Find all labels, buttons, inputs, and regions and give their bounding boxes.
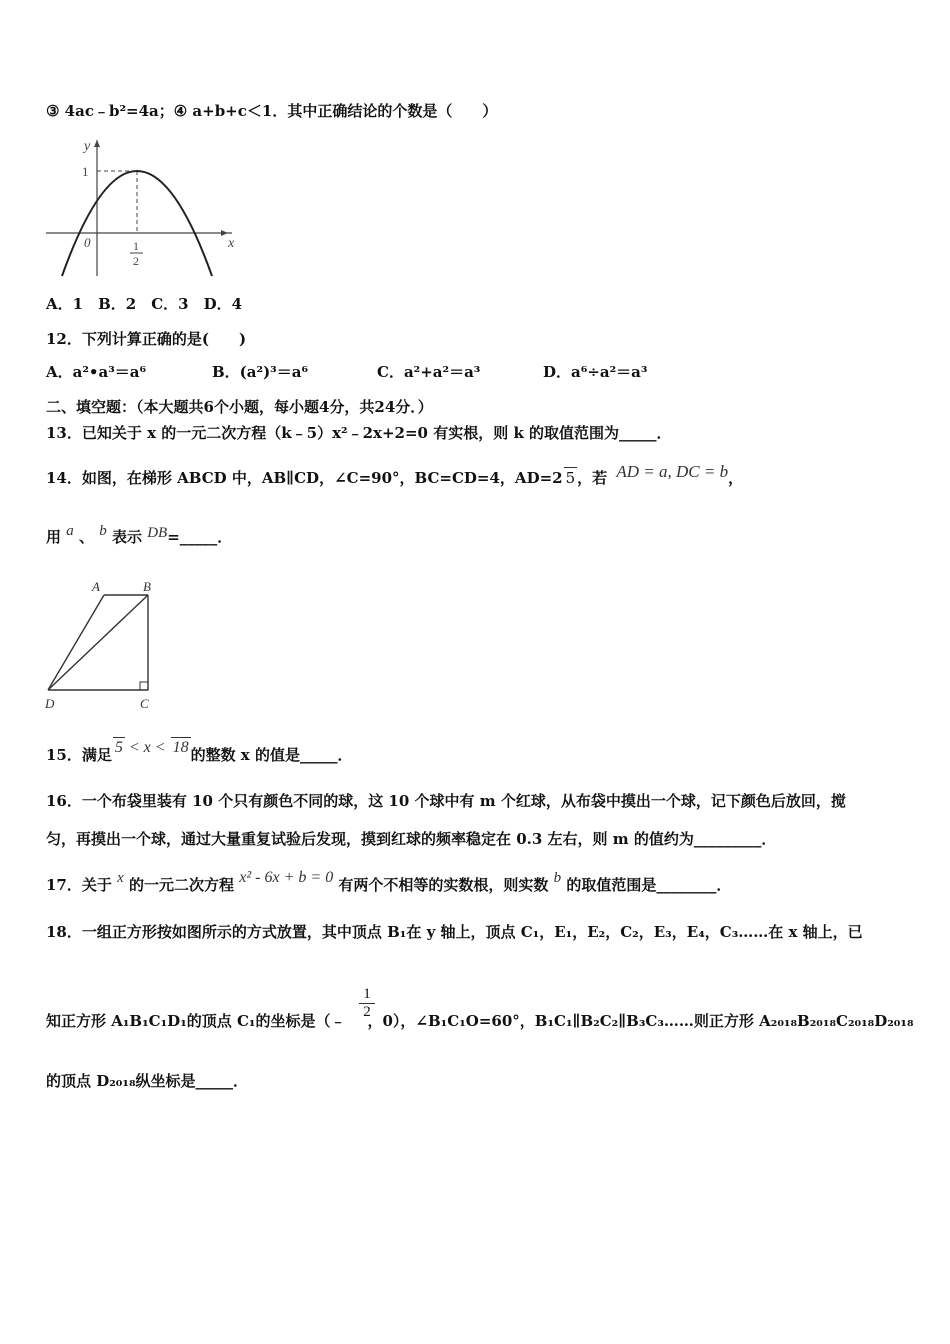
q14-vector-db: DB	[147, 525, 168, 541]
x-label: x	[228, 236, 235, 251]
q12-option-b: B．(a²)³＝a⁶	[212, 363, 309, 381]
q12-option-d: D．a⁶÷a²＝a³	[543, 363, 648, 381]
q18-line2	[46, 1011, 914, 1031]
q15-line	[46, 739, 353, 766]
q16-line2: 匀，再摸出一个球，通过大量重复试验后发现，摸到红球的频率稳定在 0.3 左右，则 m 的值约为_________．	[46, 830, 777, 848]
q17-mid: 的一元二次方程	[129, 876, 235, 894]
q14-sep: 、	[78, 528, 94, 546]
vertex-c-label: C	[140, 696, 149, 711]
q17-prefix: 17．关于	[46, 876, 112, 894]
q17-suffix: 的取值范围是________．	[566, 876, 732, 894]
q15-suffix: 的整数 x 的值是_____．	[190, 746, 353, 764]
origin-label: 0	[84, 235, 91, 250]
q14-part3: ，	[728, 469, 744, 487]
q17-var-x: x	[117, 870, 124, 886]
q12-option-a: A．a²•a³＝a⁶	[46, 363, 147, 381]
q14-represent: 表示	[111, 528, 142, 546]
vertex-b-label: B	[143, 579, 151, 594]
q13-text: 13．已知关于 x 的一元二次方程（k﹣5）x²﹣2x+2=0 有实根，则 k 的取值范围为_____．	[46, 424, 672, 442]
q18-line1: 18．一组正方形按如图所示的方式放置，其中顶点 B₁在 y 轴上，顶点 C₁，E₁，E₂，C₂，E₃，E₄，C₃……在 x 轴上，已	[46, 923, 863, 941]
q17-equation: x² - 6x + b = 0	[239, 869, 334, 886]
q14-var-b: b	[99, 523, 107, 539]
q18-line2-a: 知正方形 A₁B₁C₁D₁的顶点 C₁的坐标是（﹣	[46, 1012, 346, 1030]
q11-conclusion-line: ③ 4ac﹣b²=4a；④ a+b+c＜1．其中正确结论的个数是（ ）	[46, 102, 498, 120]
section-2-heading: 二、填空题：（本大题共6个小题，每小题4分，共24分．）	[46, 398, 433, 416]
q14-part1: 14．如图，在梯形 ABCD 中，AB∥CD，∠C=90°，BC=CD=4，AD=2	[46, 469, 563, 487]
q18-frac-num: 1	[363, 986, 371, 1002]
q18-fraction	[359, 986, 375, 1021]
trapezoid-figure	[42, 575, 164, 715]
parabola-graph	[44, 134, 244, 280]
q15-mid: < x <	[124, 739, 170, 756]
y-label: y	[84, 139, 91, 154]
q14-line2	[46, 523, 233, 548]
q14-sqrt: 5	[565, 469, 576, 487]
q15-sqrt-18: 18	[172, 739, 189, 756]
vertex-a-label: A	[92, 579, 100, 594]
x-tick-frac-den: 2	[133, 254, 139, 268]
y-axis-arrow	[94, 140, 100, 147]
q12-stem: 12．下列计算正确的是( )	[46, 330, 247, 348]
q14-part2: ，若	[577, 469, 608, 487]
y-tick-one: 1	[82, 164, 89, 179]
q18-frac-bar: 2	[359, 1003, 375, 1021]
q15-sqrt-5: 5	[114, 739, 123, 756]
q16-line1: 16．一个布袋里装有 10 个只有颜色不同的球，这 10 个球中有 m 个红球，从布袋中摸出一个球，记下颜色后放回，搅	[46, 792, 846, 810]
q14-line1	[46, 462, 744, 488]
q15-inequality	[112, 739, 191, 756]
right-angle-mark	[140, 682, 148, 690]
q12-option-c: C．a²+a²＝a³	[377, 363, 481, 381]
q17-mid2: 有两个不相等的实数根，则实数	[338, 876, 549, 894]
q18-line2-b: ，0），∠B₁C₁O=60°，B₁C₁∥B₂C₂∥B₃C₃……则正方形 A₂₀₁₈B₂₀₁₈C₂₀₁₈D₂₀₁₈	[367, 1012, 914, 1030]
q14-var-a: a	[66, 523, 74, 539]
diagonal-db	[48, 595, 148, 690]
x-axis-arrow	[221, 230, 228, 236]
x-tick-frac-num: 1	[133, 239, 139, 253]
q14-blank: =_____．	[167, 528, 233, 546]
q15-prefix: 15．满足	[46, 746, 112, 764]
q14-vector-condition: AD = a, DC = b	[616, 462, 729, 481]
vertex-d-label: D	[45, 696, 55, 711]
q14-use: 用	[46, 528, 62, 546]
q17-line	[46, 869, 732, 896]
q18-line3: 的顶点 D₂₀₁₈纵坐标是_____．	[46, 1072, 249, 1090]
q11-options: A．1 B．2 C．3 D．4	[46, 295, 243, 313]
edge-da	[48, 595, 104, 690]
q17-var-b: b	[553, 870, 562, 886]
